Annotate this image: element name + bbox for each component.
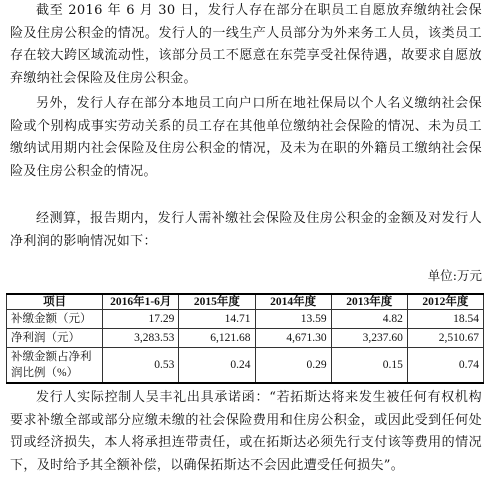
table-cell: 18.54 — [407, 310, 483, 329]
unit-label: 单位:万元 — [427, 268, 482, 283]
table-cell: 4,671.30 — [255, 329, 331, 348]
row-label: 补缴金额（元） — [7, 310, 103, 329]
paragraph-controller-commitment: 发行人实际控制人吴丰礼出具承诺函：“若拓斯达将来发生被任何有权机构要求补缴全部或部分应缴未缴的社会保险费用和住房公积金，或因此受到任何处罚或经济损失，本人将承担连带责任，或在拓斯达必须先行支付该等费用的情况下，及时给予其全额补偿，以确保拓斯达不会因此遭受任何损失”。 — [10, 390, 482, 473]
table-header-cell: 2013年度 — [331, 294, 407, 310]
table-header-cell: 2012年度 — [407, 294, 483, 310]
supplementary-payment-table — [6, 293, 484, 384]
table-cell: 13.59 — [255, 310, 331, 329]
table-header-row — [7, 294, 484, 310]
table-cell: 0.15 — [331, 348, 407, 384]
table-header-cell: 2016年1-6月 — [103, 294, 179, 310]
row-label: 补缴金额占净利润比例（%） — [7, 348, 103, 384]
table-header-cell: 2015年度 — [179, 294, 255, 310]
table-cell: 0.74 — [407, 348, 483, 384]
table-cell: 3,237.60 — [331, 329, 407, 348]
paragraph-calculation-intro: 经测算，报告期内，发行人需补缴社会保险及住房公积金的金额及对发行人净利润的影响情况如下： — [10, 211, 482, 249]
table-row — [7, 310, 484, 329]
table-cell: 4.82 — [331, 310, 407, 329]
paragraph-other-situations: 另外，发行人存在部分本地员工向户口所在地社保局以个人名义缴纳社会保险或个别构成事实劳动关系的员工存在其他单位缴纳社会保险的情况、未为员工缴纳试用期内社会保险及住房公积金的情况，及未为在职的外籍员工缴纳社会保险及住房公积金的情况。 — [10, 96, 482, 179]
table-row — [7, 329, 484, 348]
table-cell: 17.29 — [103, 310, 179, 329]
table-cell: 0.53 — [103, 348, 179, 384]
table-cell: 0.24 — [179, 348, 255, 384]
table-row — [7, 348, 484, 384]
table-cell: 0.29 — [255, 348, 331, 384]
table-header-cell: 项目 — [7, 294, 103, 310]
table-cell: 6,121.68 — [179, 329, 255, 348]
table-header-cell: 2014年度 — [255, 294, 331, 310]
table-cell: 2,510.67 — [407, 329, 483, 348]
table-cell: 14.71 — [179, 310, 255, 329]
row-label: 净利润（元） — [7, 329, 103, 348]
paragraph-voluntary-waiver: 截至 2016 年 6 月 30 日，发行人存在部分在职员工自愿放弃缴纳社会保险及住房公积金的情况。发行人的一线生产人员部分为外来务工人员，该类员工存在较大跨区域流动性，该部分员工不愿意在东莞享受社保待遇，故要求自愿放弃缴纳社会保险及住房公积金。 — [10, 3, 482, 86]
table-cell: 3,283.53 — [103, 329, 179, 348]
